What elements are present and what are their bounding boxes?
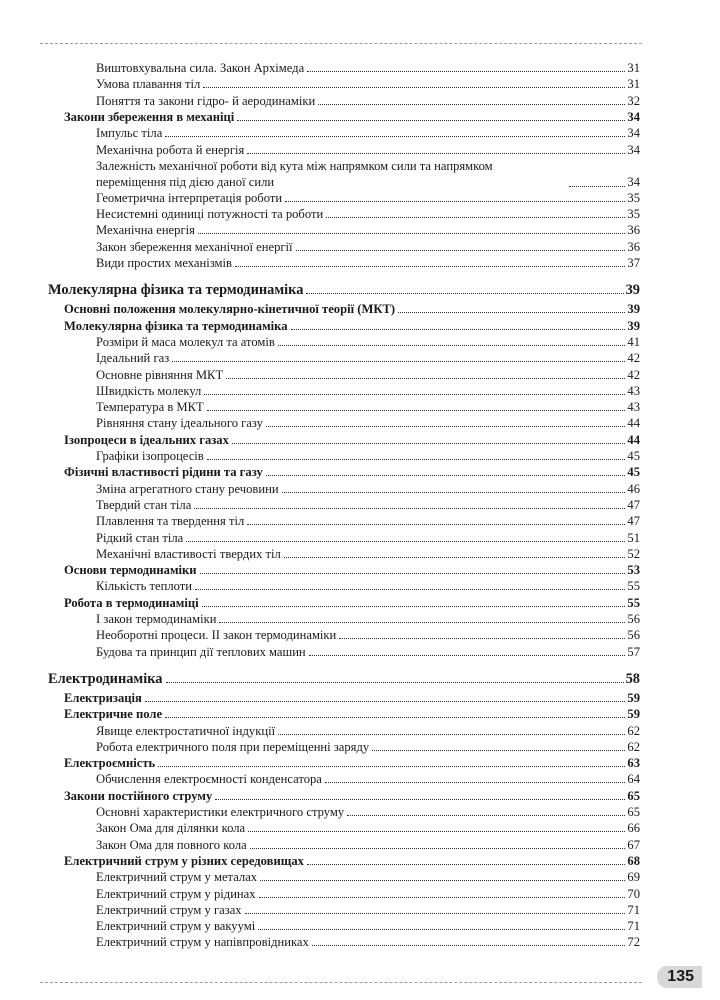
toc-subsection [96,578,640,594]
toc-entry-title: Електродинаміка [48,670,163,687]
toc-entry-page: 58 [625,670,640,687]
dot-leader [200,573,626,574]
toc-subsection [96,142,640,158]
toc-subsection [96,481,640,497]
toc-subsection [96,60,640,76]
toc-subsection [96,886,640,902]
toc-section [64,690,640,706]
dot-leader [372,750,625,751]
toc-subsection [96,125,640,141]
toc-entry-title: Електризація [64,690,142,705]
toc-entry-page: 45 [627,449,640,463]
dot-leader [198,233,626,234]
toc-entry-page: 42 [627,351,640,366]
toc-section [64,432,640,448]
toc-entry-title: Молекулярна фізика та термодинаміка [64,318,288,333]
toc-entry-page: 65 [627,788,640,803]
dot-leader [186,541,625,542]
toc-entry-page: 31 [627,61,640,75]
toc-entry-title: Закони збереження в механіці [64,109,235,124]
toc-section [64,788,640,804]
toc-entry-page: 56 [627,612,640,626]
dot-leader [203,87,625,88]
dot-leader [207,459,626,460]
toc-entry-title: Ідеальний газ [96,351,170,366]
toc-entry-page: 43 [627,383,640,398]
toc-entry-page: 47 [627,514,640,529]
toc-entry-title: Основи термодинаміки [64,563,197,578]
toc-section [64,301,640,317]
toc-entry-title: Фізичні властивості рідини та газу [64,465,263,480]
toc-entry-page: 39 [627,318,640,333]
dot-leader [291,329,626,330]
toc-subsection [96,611,640,627]
toc-entry-page: 69 [627,870,640,885]
toc-entry-page: 34 [627,142,640,157]
toc-subsection [96,820,640,836]
toc-entry-page: 56 [627,628,640,643]
toc-entry-page: 62 [627,723,640,738]
dot-leader [202,606,626,607]
toc-entry-title: Геометрична інтерпретація роботи [96,190,283,205]
toc-entry-page: 46 [627,481,640,496]
dot-leader [226,378,625,379]
toc-entry-page: 45 [627,465,640,480]
toc-subsection [96,399,640,415]
toc-entry-title: Виштовхувальна сила. Закон Архімеда [96,61,305,75]
bottom-rule [40,982,642,983]
toc-entry-page: 36 [627,223,640,238]
toc-entry-title: Електричний струм у рідинах [96,886,256,901]
toc-entry-title: Механічні властивості твердих тіл [96,546,281,561]
toc-entry-title: Графіки ізопроцесів [96,449,204,463]
toc-entry-page: 71 [627,919,640,934]
toc-section [64,755,640,771]
toc-entry-page: 34 [627,126,640,141]
top-rule [40,43,642,44]
toc-entry-page: 70 [627,886,640,901]
toc-subsection [96,334,640,350]
toc-entry-title: Основне рівняння МКТ [96,367,224,382]
dot-leader [215,799,625,800]
dot-leader [296,250,626,251]
toc-subsection [96,644,640,660]
toc-section [64,853,640,869]
dot-leader [318,104,625,105]
dot-leader [207,410,626,411]
toc-entry-title: Поняття та закони гідро- й аеродинаміки [96,93,316,108]
toc-entry-title: Електричний струм у різних середовищах [64,853,304,868]
dot-leader [347,815,625,816]
dot-leader [247,153,625,154]
toc-entry-page: 65 [627,805,640,819]
toc-entry-title: Явище електростатичної індукції [96,723,276,738]
toc-section [64,706,640,722]
toc-entry-title: Молекулярна фізика та термодинаміка [48,282,304,299]
toc-entry-page: 59 [627,707,640,722]
page-number: 135 [657,966,702,988]
toc-entry-page: 55 [627,595,640,610]
toc-subsection [96,530,640,546]
toc-section [64,595,640,611]
dot-leader [569,186,625,187]
toc-entry-title: Залежність механічної роботи від кута між напрямком сили та напрямком переміщення під дією даної сили [96,158,493,189]
dot-leader [145,701,626,702]
dot-leader [204,394,625,395]
toc-chapter [48,670,640,688]
toc-entry-page: 52 [627,546,640,561]
toc-entry-title: Електричний струм у газах [96,902,242,917]
toc-entry-page: 34 [627,174,640,189]
toc-entry-title: Закон збереження механічної енергії [96,239,293,254]
toc-subsection [96,255,640,271]
toc-entry-title: Швидкість молекул [96,383,202,398]
toc-subsection [96,497,640,513]
toc-entry-page: 35 [627,190,640,205]
dot-leader [232,443,626,444]
toc-section [64,562,640,578]
dot-leader [158,766,625,767]
toc-entry-page: 55 [627,579,640,594]
toc-subsection [96,190,640,206]
dot-leader [307,864,625,865]
dot-leader [266,475,626,476]
dot-leader [165,717,625,718]
toc-entry-title: I закон термодинаміки [96,612,217,626]
toc-entry-page: 37 [627,256,640,270]
toc-entry-title: Закон Ома для повного кола [96,837,247,852]
toc-entry-title: Рівняння стану ідеального газу [96,416,263,431]
toc-entry-title: Необоротні процеси. II закон термодинаміки [96,628,337,643]
dot-leader [235,266,625,267]
dot-leader [325,782,626,783]
toc-subsection [96,239,640,255]
toc-entry-page: 44 [627,416,640,431]
toc-entry-page: 43 [627,400,640,415]
toc-subsection [96,93,640,109]
toc-entry-page: 41 [627,334,640,349]
toc-entry-page: 66 [627,821,640,836]
toc-section [64,464,640,480]
toc-entry-page: 32 [627,93,640,108]
toc-entry-title: Електричне поле [64,707,163,722]
toc-entry-page: 53 [627,563,640,578]
toc-subsection [96,739,640,755]
dot-leader [165,136,625,137]
toc-entry-title: Закони постійного струму [64,788,213,803]
toc-entry-page: 59 [627,690,640,705]
toc-entry-page: 71 [627,902,640,917]
toc-subsection [96,771,640,787]
toc-subsection [96,627,640,643]
toc-entry-title: Механічна робота й енергія [96,142,245,157]
toc-entry-title: Види простих механізмів [96,256,232,270]
toc-subsection [96,546,640,562]
toc-entry-page: 39 [627,302,640,317]
dot-leader [194,508,625,509]
toc-subsection [96,869,640,885]
toc-subsection [96,383,640,399]
dot-leader [260,880,625,881]
toc-entry-title: Робота електричного поля при переміщенні заряду [96,739,370,754]
toc-entry-title: Основні положення молекулярно-кінетичної теорії (МКТ) [64,302,396,317]
toc-subsection [96,837,640,853]
toc-entry-page: 64 [627,772,640,787]
toc-entry-title: Кількість теплоти [96,579,193,594]
toc-entry-title: Плавлення та твердення тіл [96,514,245,529]
dot-leader [278,345,626,346]
toc-subsection [96,206,640,222]
toc-subsection [96,367,640,383]
toc-entry-page: 47 [627,497,640,512]
dot-leader [258,929,625,930]
toc-entry-title: Закон Ома для ділянки кола [96,821,246,836]
dot-leader [245,913,626,914]
toc-subsection [96,350,640,366]
dot-leader [312,945,626,946]
toc-entry-title: Обчислення електроємності конденсатора [96,772,322,787]
dot-leader [284,557,626,558]
toc-subsection [96,76,640,92]
toc-entry-page: 42 [627,367,640,382]
toc-entry-page: 62 [627,739,640,754]
toc-subsection [96,448,640,464]
toc-subsection [96,902,640,918]
toc-entry-title: Електроємність [64,756,156,771]
toc-subsection [96,804,640,820]
toc-entry-title: Робота в термодинаміці [64,595,199,610]
dot-leader [307,71,625,72]
dot-leader [285,201,625,202]
toc-entry-page: 67 [627,837,640,852]
toc-entry-title: Електричний струм у напівпровідниках [96,935,309,950]
toc-entry-page: 72 [627,935,640,950]
toc-entry-page: 57 [627,644,640,659]
dot-leader [339,638,625,639]
dot-leader [259,897,626,898]
toc-entry-title: Твердий стан тіла [96,497,192,512]
dot-leader [282,492,626,493]
toc-entry-title: Електричний струм у вакуумі [96,919,256,934]
toc-subsection [96,513,640,529]
toc-entry-title: Умова плавання тіл [96,77,201,92]
dot-leader [278,734,625,735]
toc-section [64,109,640,125]
dot-leader [398,312,625,313]
toc-section [64,318,640,334]
dot-leader [195,589,625,590]
toc-entry-title: Основні характеристики електричного струму [96,805,345,819]
dot-leader [309,655,626,656]
toc-entry-title: Температура в МКТ [96,400,204,415]
toc-entry-page: 34 [627,109,640,124]
toc-chapter [48,281,640,299]
toc-subsection [96,934,640,950]
toc-entry-page: 44 [627,432,640,447]
dot-leader [166,682,624,683]
toc-subsection [96,222,640,238]
toc-entry-page: 31 [627,77,640,92]
toc-entry-title: Механічна енергія [96,223,195,238]
toc-entry-page: 36 [627,239,640,254]
dot-leader [237,120,625,121]
toc-entry-page: 35 [627,207,640,222]
toc-entry-title: Ізопроцеси в ідеальних газах [64,432,229,447]
toc-subsection [96,415,640,431]
toc-entry-title: Розміри й маса молекул та атомів [96,334,275,349]
toc-subsection [96,918,640,934]
toc-entry-page: 63 [627,756,640,771]
toc-entry-page: 39 [625,282,640,299]
toc-subsection [96,158,640,190]
dot-leader [250,848,626,849]
dot-leader [248,831,625,832]
dot-leader [219,622,625,623]
toc-entry-title: Несистемні одиниці потужності та роботи [96,207,324,222]
dot-leader [247,524,625,525]
toc-entry-page: 68 [627,853,640,868]
toc-entry-page: 51 [627,530,640,545]
dot-leader [326,217,625,218]
toc-entry-title: Зміна агрегатного стану речовини [96,481,279,496]
dot-leader [266,426,626,427]
dot-leader [306,293,623,294]
toc-entry-title: Імпульс тіла [96,126,163,141]
toc-subsection [96,723,640,739]
toc-entry-title: Рідкий стан тіла [96,530,184,545]
toc-entry-title: Електричний струм у металах [96,870,258,885]
dot-leader [172,361,625,362]
toc-entry-title: Будова та принцип дії теплових машин [96,644,306,659]
